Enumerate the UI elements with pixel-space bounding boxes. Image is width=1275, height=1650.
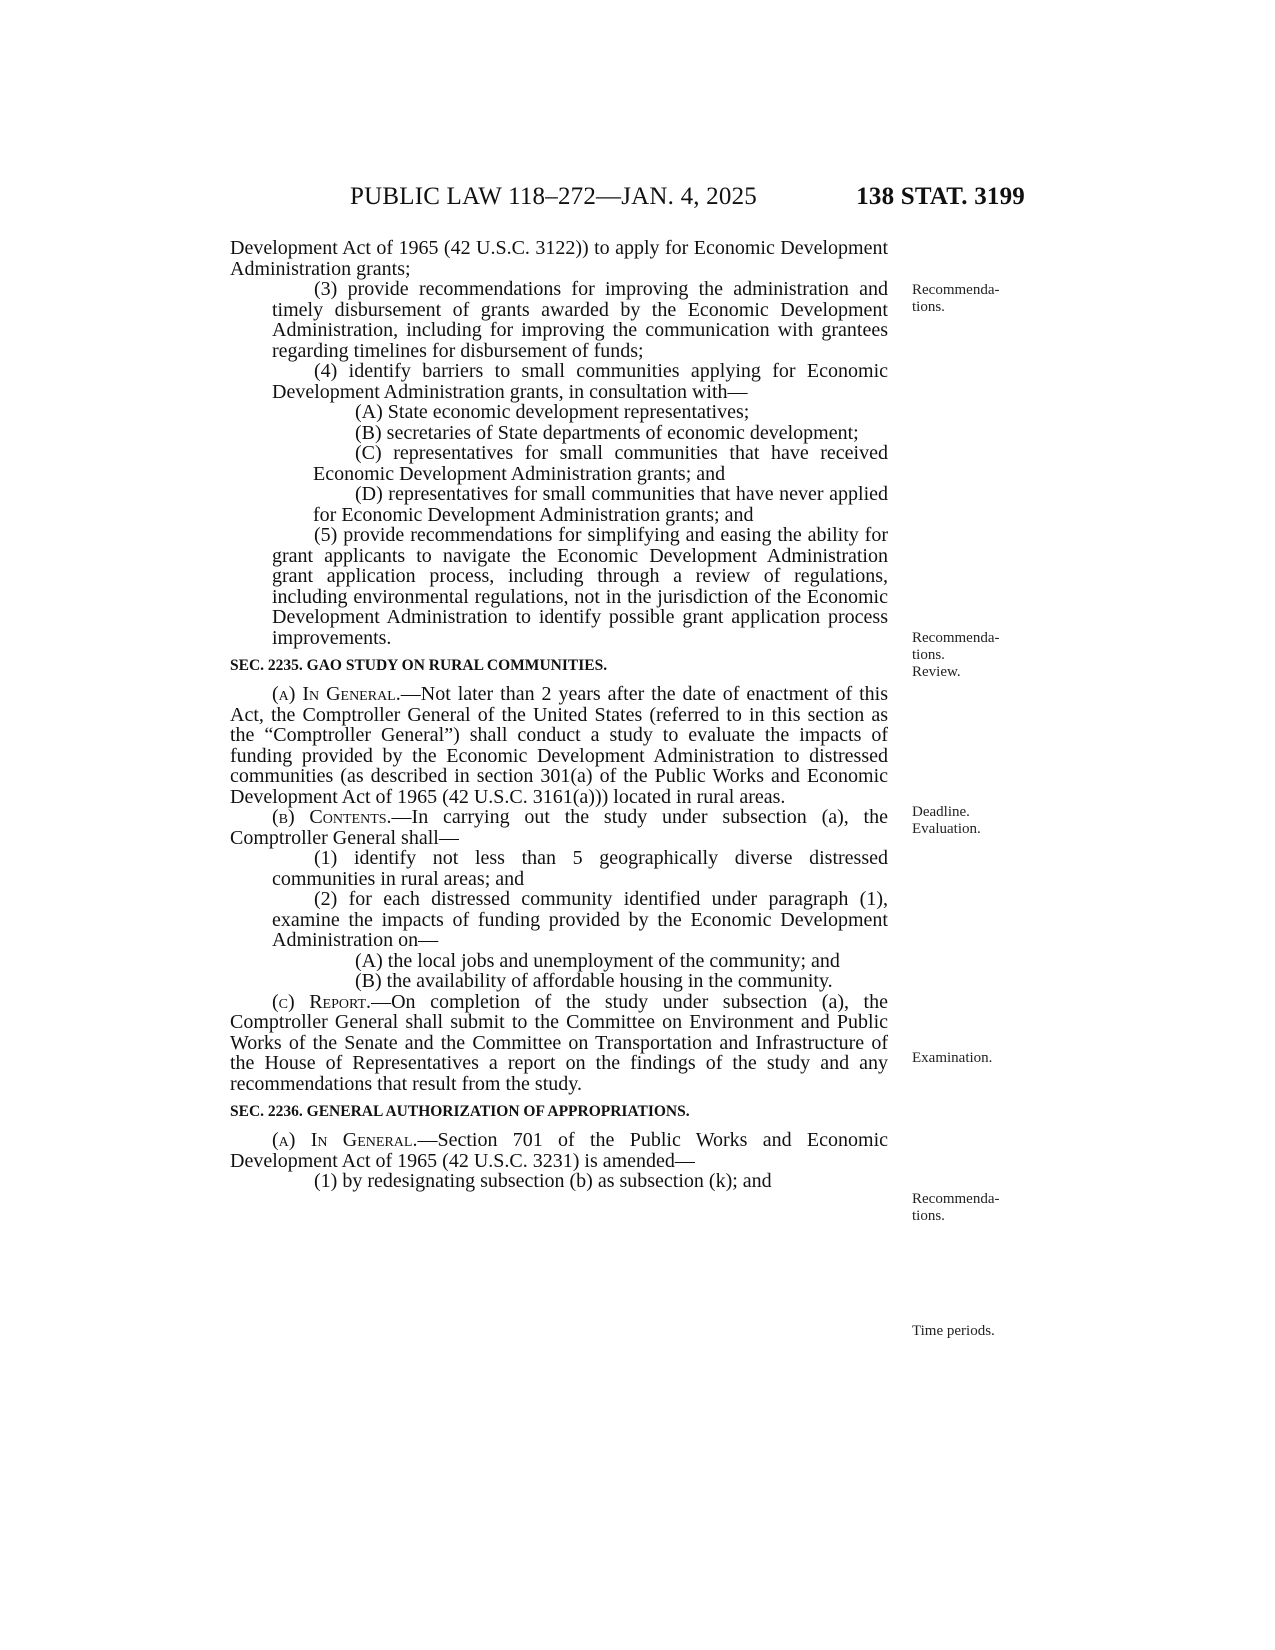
subparagraph-b: (B) secretaries of State departments of economic development; (355, 421, 859, 444)
section-2236-subsection-a-heading: (a) In General. (272, 1129, 418, 1151)
subparagraph-a: (A) State economic development representatives; (355, 401, 750, 423)
subsection-a-heading: (a) In General. (272, 683, 401, 705)
section-2236-paragraph-1: (1) by redesignating subsection (b) as subsection (k); and (314, 1170, 772, 1192)
page-header (0, 183, 1275, 219)
paragraph-5: (5) provide recommendations for simplifying and easing the ability for grant applicants to navigate the Economic Development Administration grant application process, including through a review of regulations, including environmental regulations, not in the jurisdiction of the Economic Development Administration to identify possible grant application process improvements. (272, 524, 888, 649)
margin-note-recommendations-review: Recommenda- tions. Review. (912, 630, 1000, 680)
section-2236-heading: SEC. 2236. GENERAL AUTHORIZATION OF APPROPRIATIONS. (230, 1103, 690, 1120)
subparagraph-c: (C) representatives for small communities that have received Economic Development Administration grants; and (313, 442, 888, 485)
margin-note-recommendations: Recommenda- tions. (912, 282, 1000, 315)
paragraph-continuation: Development Act of 1965 (42 U.S.C. 3122)) to apply for Economic Development Administration grants; (230, 237, 888, 280)
margin-note-time-periods: Time periods. (912, 1323, 995, 1339)
body-column (230, 238, 888, 1192)
subsection-b-subparagraph-a: (A) the local jobs and unemployment of the community; and (355, 949, 840, 972)
subsection-c-text: —On completion of the study under subsection (a), the Comptroller General shall submit to the Committee on Environment and Public Works of the Senate and the Committee on Transportation and Infrastructure of the House of Representatives a report on the findings of the study and any recommendations that result from the study. (230, 990, 888, 1095)
subsection-c (230, 992, 888, 1095)
subsection-b-subparagraph-b: (B) the availability of affordable housing in the community. (355, 970, 833, 992)
paragraph-4: (4) identify barriers to small communities applying for Economic Development Administration grants, in consultation with— (272, 360, 888, 403)
subparagraph-d: (D) representatives for small communities that have never applied for Economic Development Administration grants; and (313, 483, 888, 526)
margin-note-recommendations-2: Recommenda- tions. (912, 1191, 1000, 1224)
subsection-c-heading: (c) Report. (272, 990, 372, 1013)
section-2236-subsection-a-text: —Section 701 of the Public Works and Economic Development Act of 1965 (42 U.S.C. 3231) is amended— (230, 1129, 889, 1172)
subsection-b-paragraph-2: (2) for each distressed community identified under paragraph (1), examine the impacts of funding provided by the Economic Development Administration on— (272, 888, 888, 951)
subsection-a (230, 684, 888, 807)
margin-note-examination: Examination. (912, 1050, 993, 1066)
subsection-b-heading: (b) Contents. (272, 806, 392, 828)
section-2235-heading: SEC. 2235. GAO STUDY ON RURAL COMMUNITIES. (230, 657, 608, 674)
section-2236-subsection-a (230, 1130, 888, 1171)
paragraph-3: (3) provide recommendations for improving the administration and timely disbursement of grants awarded by the Economic Development Administration, including for improving the communication with grantees regarding timelines for disbursement of funds; (272, 278, 888, 362)
subsection-b-text: —In carrying out the study under subsection (a), the Comptroller General shall— (230, 806, 888, 849)
public-law-title: PUBLIC LAW 118–272—JAN. 4, 2025 (350, 183, 757, 210)
subsection-b-paragraph-1: (1) identify not less than 5 geographically diverse distressed communities in rural areas; and (272, 847, 888, 890)
subsection-b (230, 807, 888, 848)
margin-note-deadline-evaluation: Deadline. Evaluation. (912, 804, 981, 837)
stat-page-number: 138 STAT. 3199 (856, 183, 1025, 210)
subsection-a-text: —Not later than 2 years after the date of enactment of this Act, the Comptroller General of the United States (referred to in this section as the “Comptroller General”) shall conduct a study to evaluate the impacts of funding provided by the Economic Development Administration to distressed communities (as described in section 301(a) of the Public Works and Economic Development Act of 1965 (42 U.S.C. 3161(a))) located in rural areas. (230, 683, 889, 808)
